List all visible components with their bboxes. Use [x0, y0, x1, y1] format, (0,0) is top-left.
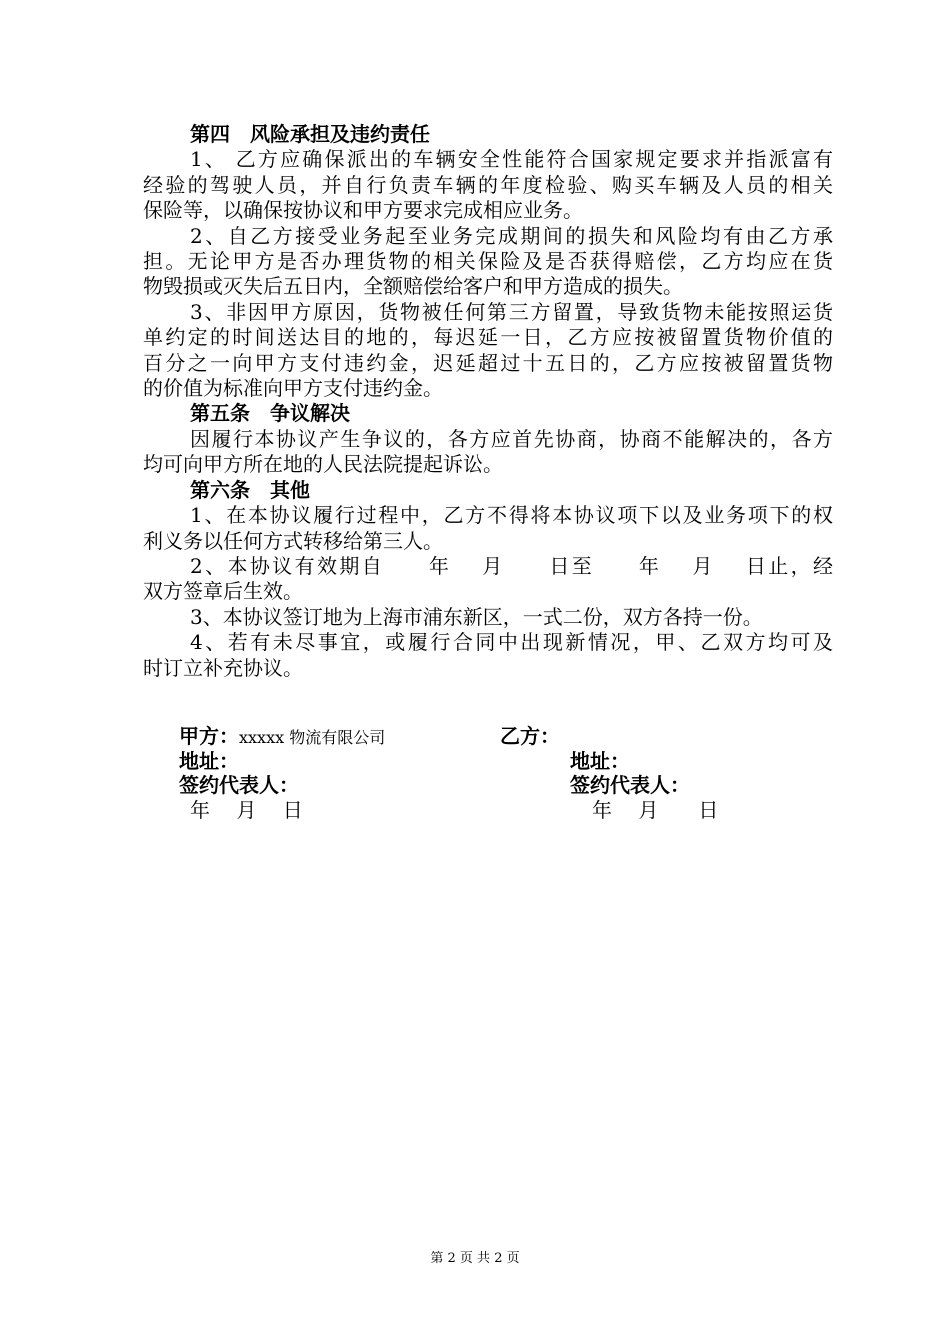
party-a-rep-label: 签约代表人：: [179, 773, 299, 797]
article6-p1-line1: 1、在本协议履行过程中，乙方不得将本协议项下以及业务项下的权: [190, 503, 833, 528]
party-a-label: 甲方：: [179, 724, 239, 748]
article6-heading: 第六条 其他: [190, 477, 310, 502]
article6-p4-line1: 4、若有未尽事宜，或履行合同中出现新情况，甲、乙双方均可及: [190, 630, 833, 655]
article4-p2-line3: 物毁损或灭失后五日内，全额赔偿给客户和甲方造成的损失。: [143, 274, 683, 299]
article6-p2-line2: 双方签章后生效。: [143, 579, 303, 604]
party-a-address-label: 地址：: [179, 749, 239, 773]
party-a-line: [179, 724, 385, 750]
article5-p1-line2: 均可向甲方所在地的人民法院提起诉讼。: [143, 452, 503, 477]
party-b-address-label: 地址：: [570, 749, 630, 773]
article4-p3-line4: 的价值为标准向甲方支付违约金。: [143, 376, 443, 401]
article4-p3-line3: 百分之一向甲方支付违约金，迟延超过十五日的，乙方应按被留置货物: [143, 350, 833, 375]
article5-heading: 第五条 争议解决: [190, 401, 350, 426]
article4-p3-line1: 3、非因甲方原因，货物被任何第三方留置，导致货物未能按照运货: [190, 299, 833, 324]
article6-p4-line2: 时订立补充协议。: [143, 655, 303, 680]
article4-p1-line3: 保险等，以确保按协议和甲方要求完成相应业务。: [143, 198, 583, 223]
article4-p1-line2: 经验的驾驶人员，并自行负责车辆的年度检验、购买车辆及人员的相关: [143, 172, 833, 197]
article4-p2-line2: 担。无论甲方是否办理货物的相关保险及是否获得赔偿，乙方均应在货: [143, 249, 833, 274]
contract-body: [143, 122, 833, 681]
party-a-date: 年 月 日: [190, 798, 303, 822]
article4-p1-line1: 1、 乙方应确保派出的车辆安全性能符合国家规定要求并指派富有: [190, 147, 833, 172]
article6-p2-line1: 2、本协议有效期自 年 月 日至 年 月 日止，经: [190, 553, 833, 578]
article4-heading: 第四 风险承担及违约责任: [190, 122, 430, 146]
party-a-name: xxxxx 物流有限公司: [239, 728, 386, 747]
article6-p3-line1: 3、本协议签订地为上海市浦东新区，一式二份，双方各持一份。: [190, 604, 763, 629]
article6-p1-line2: 利义务以任何方式转移给第三人。: [143, 528, 443, 553]
party-b-rep-label: 签约代表人：: [570, 773, 690, 797]
article4-p2-line1: 2、自乙方接受业务起至业务完成期间的损失和风险均有由乙方承: [190, 223, 833, 248]
party-b-label: 乙方：: [500, 724, 560, 748]
page-footer: 第 2 页 共 2 页: [430, 1251, 520, 1266]
party-b-date: 年 月 日: [592, 798, 719, 822]
article4-p3-line2: 单约定的时间送达目的地的，每迟延一日，乙方应按被留置货物价值的: [143, 325, 833, 350]
article5-p1-line1: 因履行本协议产生争议的，各方应首先协商，协商不能解决的，各方: [190, 426, 833, 451]
